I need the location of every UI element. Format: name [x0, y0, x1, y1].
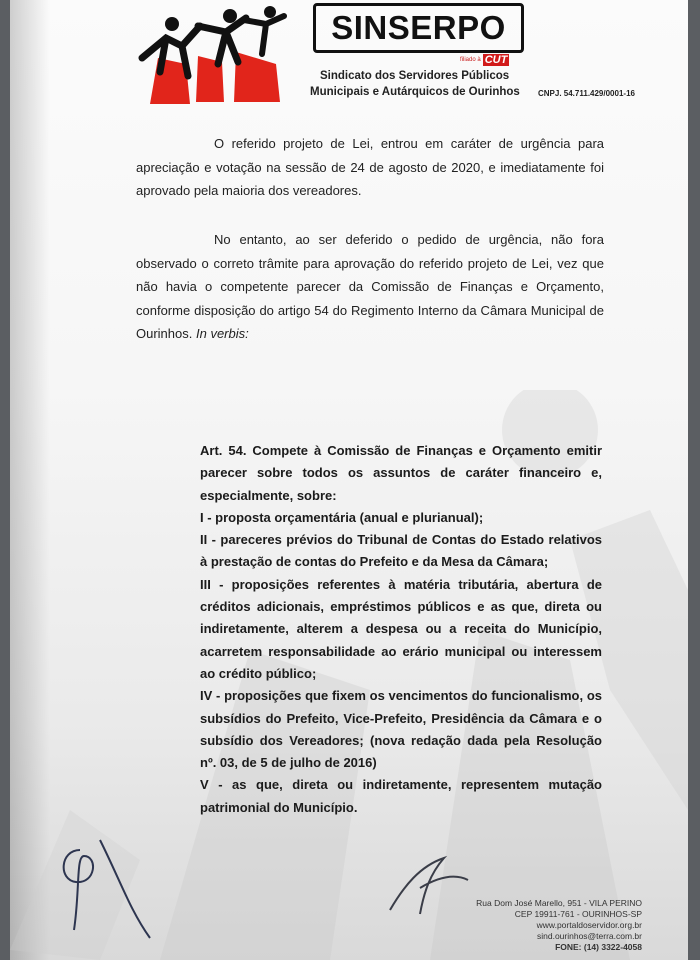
footer-phone: FONE: (14) 3322-4058	[555, 942, 642, 952]
footer-website: www.portaldoservidor.org.br	[536, 920, 642, 930]
paragraph-1-text: O referido projeto de Lei, entrou em caráter de urgência para apreciação e votação na sessão de 24 de agosto de 2020, e imediatamente foi aprovado pela maioria dos vereadores.	[136, 136, 604, 198]
article-item-iii: III - proposições referentes à matéria tributária, abertura de créditos adicionais, empréstimos públicos e as que, direta ou indiretamente, alterem a despesa ou a receita do Município, acarretem responsabilidade ao erário municipal ou interessem ao crédito público;	[200, 576, 602, 681]
affiliation-badge	[460, 54, 509, 66]
footer-address: Rua Dom José Marello, 951 - VILA PERINO	[476, 898, 642, 908]
article-item-ii: II - pareceres prévios do Tribunal de Contas do Estado relativos à prestação de contas do Prefeito e da Mesa da Câmara;	[200, 532, 602, 570]
cnpj-number: CNPJ. 54.711.429/0001-16	[538, 89, 635, 98]
article-head: Art. 54. Compete à Comissão de Finanças e Orçamento emitir parecer sobre todos os assuntos de caráter financeiro e, especialmente, sobre:	[200, 443, 602, 503]
handwritten-signature	[40, 820, 160, 940]
cut-logo-mark: CUT	[484, 54, 508, 66]
org-name-line-2: Municipais e Autárquicos de Ourinhos	[310, 86, 520, 98]
handwritten-initials	[360, 830, 470, 920]
footer-cep: CEP 19911-761 - OURINHOS-SP	[514, 909, 642, 919]
article-item-i: I - proposta orçamentária (anual e plurianual);	[200, 509, 484, 525]
paragraph-1	[136, 132, 604, 203]
paragraph-2-text: No entanto, ao ser deferido o pedido de urgência, não fora observado o correto trâmite para aprovação do referido projeto de Lei, vez que não havia o competente parecer da Comissão de Finanças e Orçamento, conforme disposição do artigo 54 do Regimento Interno da Câmara Municipal de Ourinhos.	[136, 232, 604, 341]
document-page	[10, 0, 688, 960]
union-logo-icon	[138, 2, 288, 110]
org-name-line-1: Sindicato dos Servidores Públicos	[320, 70, 510, 82]
contact-footer	[476, 898, 642, 953]
brand-logotype: SINSERPO	[313, 3, 524, 53]
in-verbis-label: In verbis:	[196, 326, 249, 341]
article-item-iv: IV - proposições que fixem os vencimentos do funcionalismo, os subsídios do Prefeito, Vice-Prefeito, Presidência da Câmara e o subsídio dos Vereadores; (nova redação dada pela Resolução nº. 03, de 5 de julho de 2016)	[200, 688, 602, 771]
article-item-v: V - as que, direta ou indiretamente, representem mutação patrimonial do Município.	[200, 777, 602, 815]
footer-email: sind.ourinhos@terra.com.br	[536, 931, 642, 941]
article-54-quote	[200, 440, 602, 819]
affiliation-prefix: filiado à	[460, 57, 481, 63]
paragraph-2	[136, 228, 604, 346]
